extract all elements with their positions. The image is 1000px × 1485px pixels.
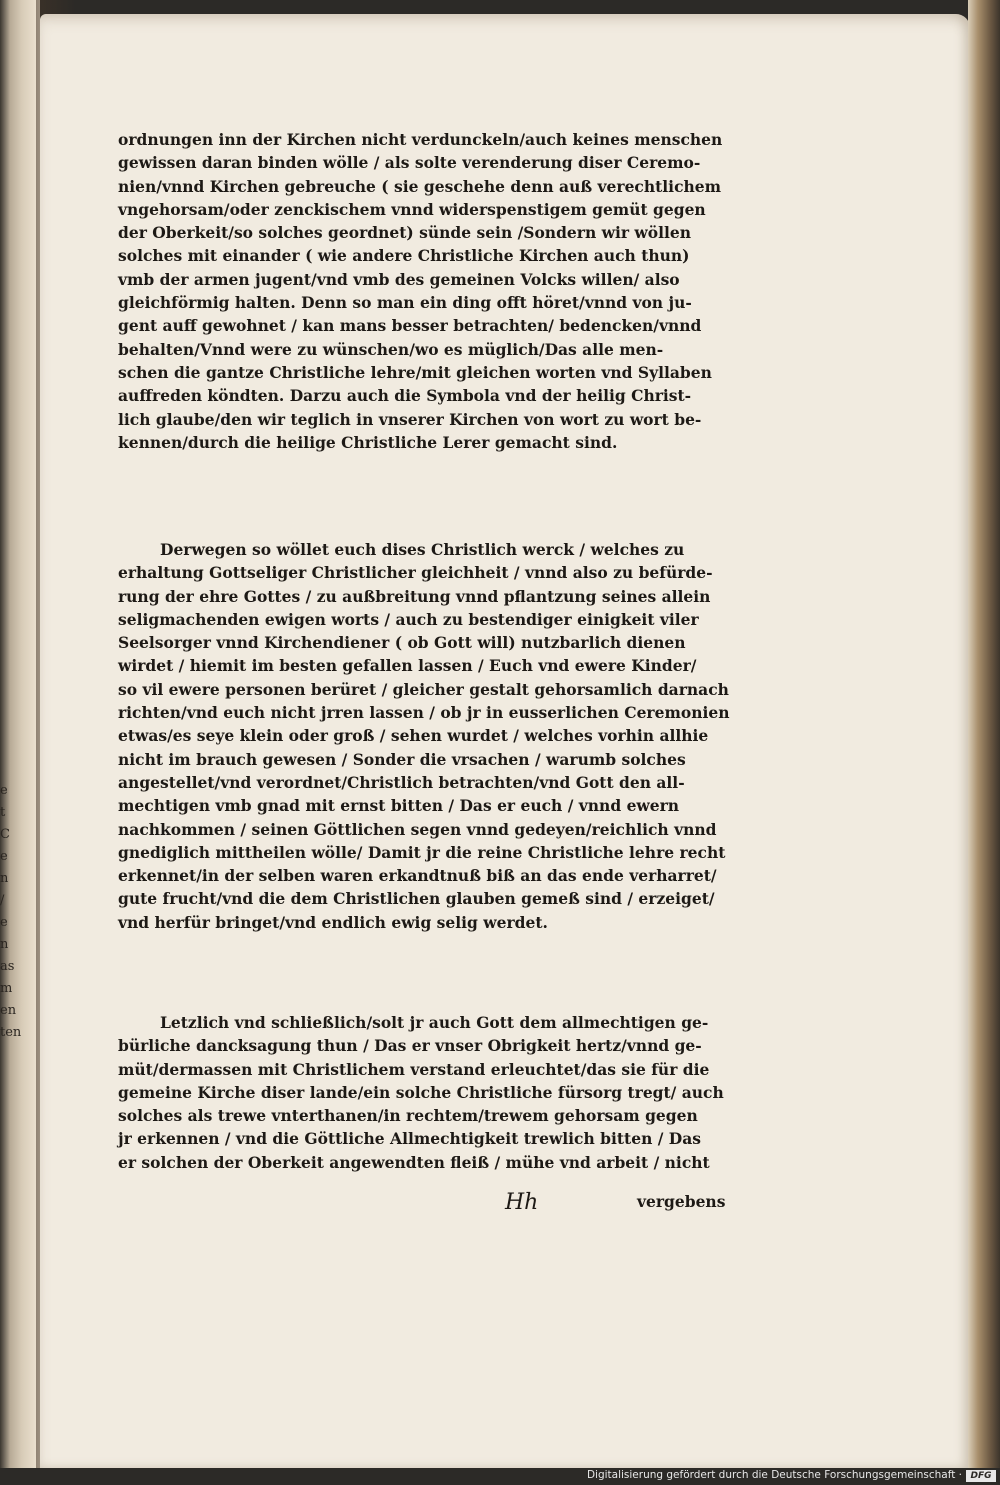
text-line: kennen/durch die heilige Christliche Lerer gemacht sind. (118, 432, 618, 452)
binding-edge (968, 0, 1000, 1468)
text-line: mechtigen vmb gnad mit ernst bitten / Das er euch / vnnd ewern (118, 796, 680, 816)
facing-page-fragment: en (0, 1003, 17, 1018)
text-line: nicht im brauch gewesen / Sonder die vrsachen / warumb solches (118, 749, 686, 769)
text-line: nien/vnnd Kirchen gebreuche ( sie geschehe denn auß verechtlichem (118, 176, 722, 196)
text-line: seligmachenden ewigen worts / auch zu bestendiger einigkeit viler (118, 609, 699, 629)
text-line: erhaltung Gottseliger Christlicher gleichheit / vnnd also zu befürde- (118, 563, 713, 583)
text-line: Seelsorger vnnd Kirchendiener ( ob Gott will) nutzbarlich dienen (118, 633, 686, 653)
text-line: gnediglich mittheilen wölle/ Damit jr die reine Christliche lehre recht (118, 842, 726, 862)
text-line: lich glaube/den wir teglich in vnserer Kirchen von wort zu wort be- (118, 409, 702, 429)
facing-page-fragment: t (0, 805, 6, 820)
text-line: solches mit einander ( wie andere Christliche Kirchen auch thun) (118, 246, 690, 266)
text-line: gemeine Kirche diser lande/ein solche Christliche fürsorg tregt/ auch (118, 1082, 724, 1102)
facing-page-fragment: e (0, 849, 8, 864)
text-line: auffreden köndten. Darzu auch die Symbola vnd der heilig Christ- (118, 386, 692, 406)
text-line: nachkommen / seinen Göttlichen segen vnnd gedeyen/reichlich vnnd (118, 819, 717, 839)
text-line: so vil ewere personen berüret / gleicher gestalt gehorsamlich darnach (118, 679, 729, 699)
paragraph-1 (118, 128, 734, 454)
facing-page-fragment: n (0, 871, 9, 886)
text-line: richten/vnd euch nicht jrren lassen / ob jr in eusserlichen Ceremonien (118, 703, 730, 723)
text-line: schen die gantze Christliche lehre/mit gleichen worten vnd Syllaben (118, 362, 712, 382)
catchword: vergebens (637, 1192, 726, 1211)
text-line: rung der ehre Gottes / zu außbreitung vnnd pflantzung seines allein (118, 586, 711, 606)
text-line: etwas/es seye klein oder groß / sehen wurdet / welches vorhin allhie (118, 726, 709, 746)
facing-page-fragment: / (0, 893, 5, 908)
dfg-logo[interactable]: DFG (966, 1470, 996, 1482)
text-line: gent auff gewohnet / kan mans besser betrachten/ bedencken/vnnd (118, 316, 702, 336)
text-line: gewissen daran binden wölle / als solte verenderung diser Ceremo- (118, 153, 701, 173)
facing-page-fragment: m (0, 981, 13, 996)
text-line: bürliche dancksagung thun / Das er vnser Obrigkeit hertz/vnnd ge- (118, 1036, 702, 1056)
text-line: solches als trewe vnterthanen/in rechtem/trewem gehorsam gegen (118, 1106, 698, 1126)
paragraph-3 (118, 1011, 734, 1174)
text-line: vngehorsam/oder zenckischem vnnd widerspenstigem gemüt gegen (118, 199, 706, 219)
facing-page-fragment: e (0, 915, 8, 930)
text-line: müt/dermassen mit Christlichem verstand erleuchtet/das sie für die (118, 1059, 710, 1079)
text-line: wirdet / hiemit im besten gefallen lassen / Euch vnd ewere Kinder/ (118, 656, 697, 676)
text-line: erkennet/in der selben waren erkandtnuß biß an das ende verharret/ (118, 866, 717, 886)
text-line: jr erkennen / vnd die Göttliche Allmechtigkeit trewlich bitten / Das (118, 1129, 702, 1149)
facing-page-fragment: n (0, 937, 9, 952)
facing-page-fragment: e (0, 783, 8, 798)
facing-page-fragment: C (0, 827, 10, 842)
text-line: vmb der armen jugent/vnd vmb des gemeinen Volcks willen/ also (118, 269, 680, 289)
text-line: vnd herfür bringet/vnd endlich ewig selig werdet. (118, 912, 548, 932)
text-line: angestellet/vnd verordnet/Christlich betrachten/vnd Gott den all- (118, 772, 685, 792)
signature-mark: Hh (505, 1190, 539, 1215)
text-line: gleichförmig halten. Denn so man ein ding offt höret/vnnd von ju- (118, 293, 692, 313)
footer-credit: Digitalisierung gefördert durch die Deutsche Forschungsgemeinschaft · (586, 1469, 962, 1481)
text-line: Derwegen so wöllet euch dises Christlich werck / welches zu (160, 540, 685, 559)
text-line: behalten/Vnnd were zu wünschen/wo es müglich/Das alle men- (118, 339, 664, 359)
facing-page-edge (0, 0, 40, 1468)
text-line: Letzlich vnd schließlich/solt jr auch Gott dem allmechtigen ge- (160, 1013, 709, 1032)
text-line: der Oberkeit/so solches geordnet) sünde sein /Sondern wir wöllen (118, 223, 691, 243)
text-line: gute frucht/vnd die dem Christlichen glauben gemeß sind / erzeiget/ (118, 889, 715, 909)
facing-page-fragment: ten (0, 1025, 22, 1040)
paragraph-2 (118, 538, 734, 934)
facing-page-fragment: as (0, 959, 15, 974)
facing-page-fragments (0, 780, 22, 1044)
text-line: ordnungen inn der Kirchen nicht verdunckeln/auch keines menschen (118, 130, 723, 149)
text-line: er solchen der Oberkeit angewendten fleiß / mühe vnd arbeit / nicht (118, 1152, 710, 1172)
footer-bar (0, 1468, 1000, 1485)
